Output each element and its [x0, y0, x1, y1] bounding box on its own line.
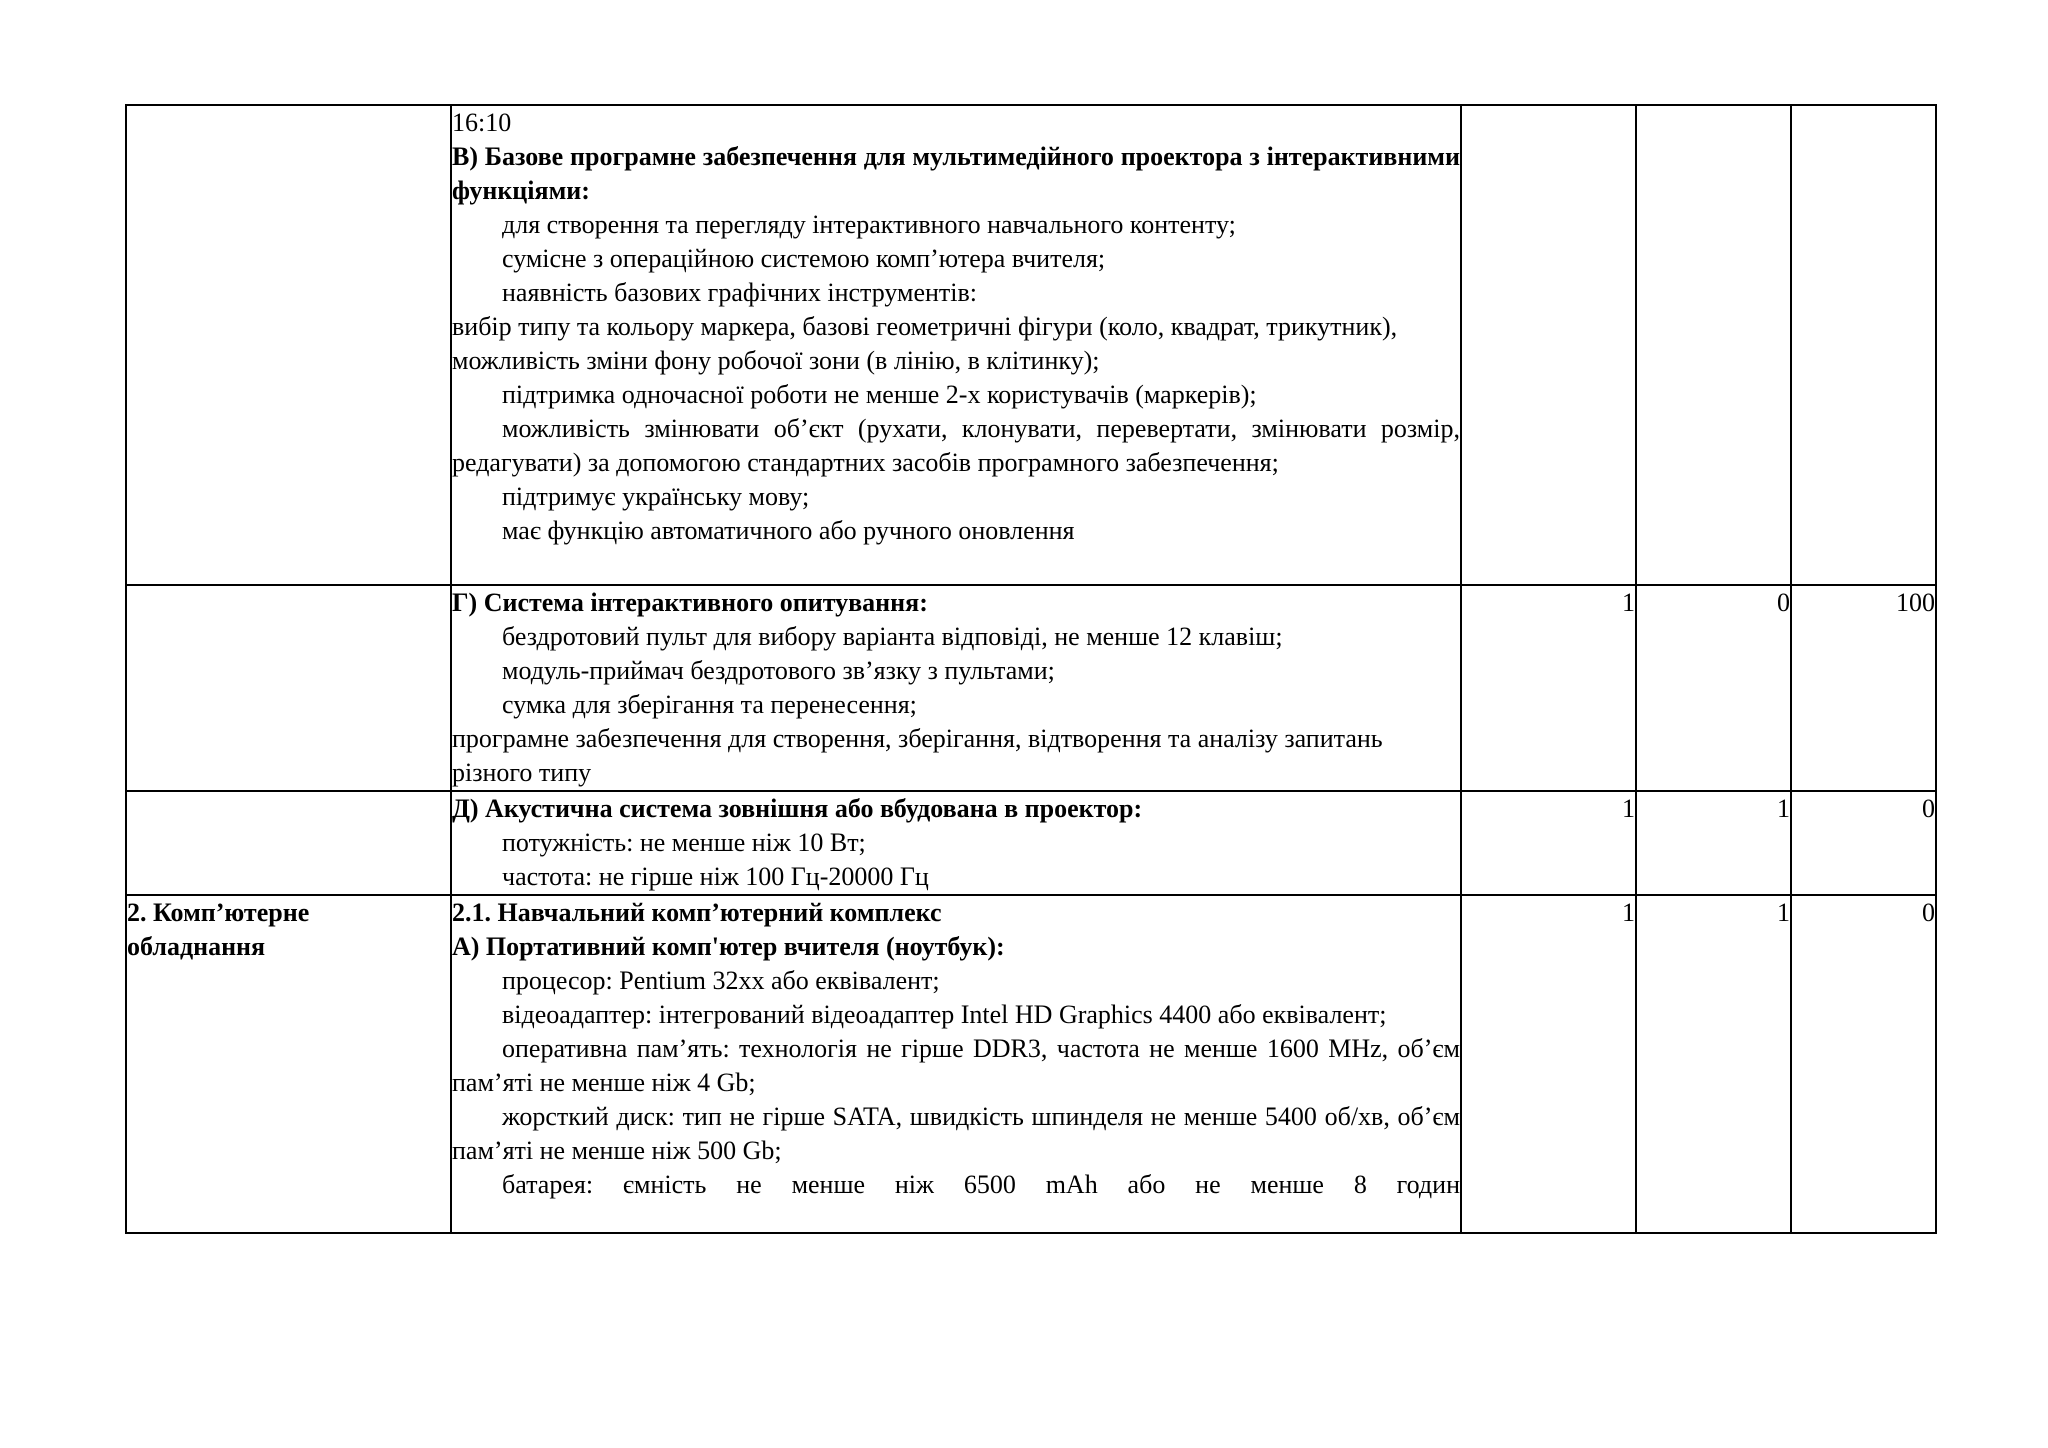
table-row [126, 585, 1936, 791]
need-cell [1791, 105, 1936, 585]
quantity-cell: 1 [1461, 895, 1636, 1233]
description-cell [451, 105, 1461, 585]
text-line: відеоадаптер: інтегрований відеоадаптер Intel HD Graphics 4400 або еквівалент; [502, 1000, 1387, 1029]
category-cell [126, 585, 451, 791]
text-line: наявність базових графічних інструментів: [502, 278, 978, 307]
category-cell [126, 105, 451, 585]
text-line: сумка для зберігання та перенесення; [502, 690, 917, 719]
section-heading: А) Портативний комп'ютер вчителя (ноутбук): [452, 932, 1005, 961]
text-line: для створення та перегляду інтерактивного навчального контенту; [502, 210, 1236, 239]
specification-table [125, 104, 1937, 1234]
quantity-cell: 1 [1461, 585, 1636, 791]
need-cell: 0 [1791, 895, 1936, 1233]
quantity-cell [1461, 105, 1636, 585]
description-cell [451, 791, 1461, 895]
text-line: підтримка одночасної роботи не менше 2-х користувачів (маркерів); [502, 380, 1257, 409]
available-cell: 0 [1636, 585, 1791, 791]
table-row [126, 105, 1936, 585]
text-line: можливість змінювати об’єкт (рухати, клонувати, перевертати, змінювати розмір, редагувати) за допомогою стандартних засобів програмного забезпечення; [452, 414, 1460, 477]
table-row [126, 895, 1936, 1233]
section-heading: В) Базове програмне забезпечення для мультимедійного проектора з інтерактивними функціями: [452, 142, 1460, 205]
text-line: процесор: Pentium 32хх або еквівалент; [502, 966, 940, 995]
description-cell [451, 895, 1461, 1233]
section-heading: Д) Акустична система зовнішня або вбудована в проектор: [452, 794, 1143, 823]
text-line: 16:10 [452, 108, 512, 137]
available-cell [1636, 105, 1791, 585]
available-cell: 1 [1636, 895, 1791, 1233]
available-cell: 1 [1636, 791, 1791, 895]
text-line: модуль-приймач бездротового зв’язку з пультами; [502, 656, 1055, 685]
need-cell: 100 [1791, 585, 1936, 791]
description-cell [451, 585, 1461, 791]
text-line: має функцію автоматичного або ручного оновлення [502, 516, 1075, 545]
text-line: бездротовий пульт для вибору варіанта відповіді, не менше 12 клавіш; [502, 622, 1283, 651]
category-cell [126, 791, 451, 895]
section-heading: 2.1. Навчальний комп’ютерний комплекс [452, 898, 942, 927]
text-line: вибір типу та кольору маркера, базові геометричні фігури (коло, квадрат, трикутник), можливість зміни фону робочої зони (в лінію, в клітинку); [452, 312, 1398, 375]
text-line: оперативна пам’ять: технологія не гірше DDR3, частота не менше 1600 MHz, об’єм пам’яті не менше ніж 4 Gb; [452, 1034, 1460, 1097]
section-heading: Г) Система інтерактивного опитування: [452, 588, 928, 617]
quantity-cell: 1 [1461, 791, 1636, 895]
text-line: підтримує українську мову; [502, 482, 810, 511]
text-line: жорсткий диск: тип не гірше SATA, швидкість шпинделя не менше 5400 об/хв, об’єм пам’яті не менше ніж 500 Gb; [452, 1102, 1460, 1165]
table-row [126, 791, 1936, 895]
text-line: програмне забезпечення для створення, зберігання, відтворення та аналізу запитань різного типу [452, 724, 1383, 787]
text-line: частота: не гірше ніж 100 Гц-20000 Гц [502, 862, 929, 891]
text-line: потужність: не менше ніж 10 Вт; [502, 828, 866, 857]
need-cell: 0 [1791, 791, 1936, 895]
text-line: сумісне з операційною системою комп’ютера вчителя; [502, 244, 1106, 273]
category-cell: 2. Комп’ютерне обладнання [126, 895, 451, 1233]
text-line: батарея: ємність не менше ніж 6500 mAh або не менше 8 годин [502, 1170, 1460, 1199]
